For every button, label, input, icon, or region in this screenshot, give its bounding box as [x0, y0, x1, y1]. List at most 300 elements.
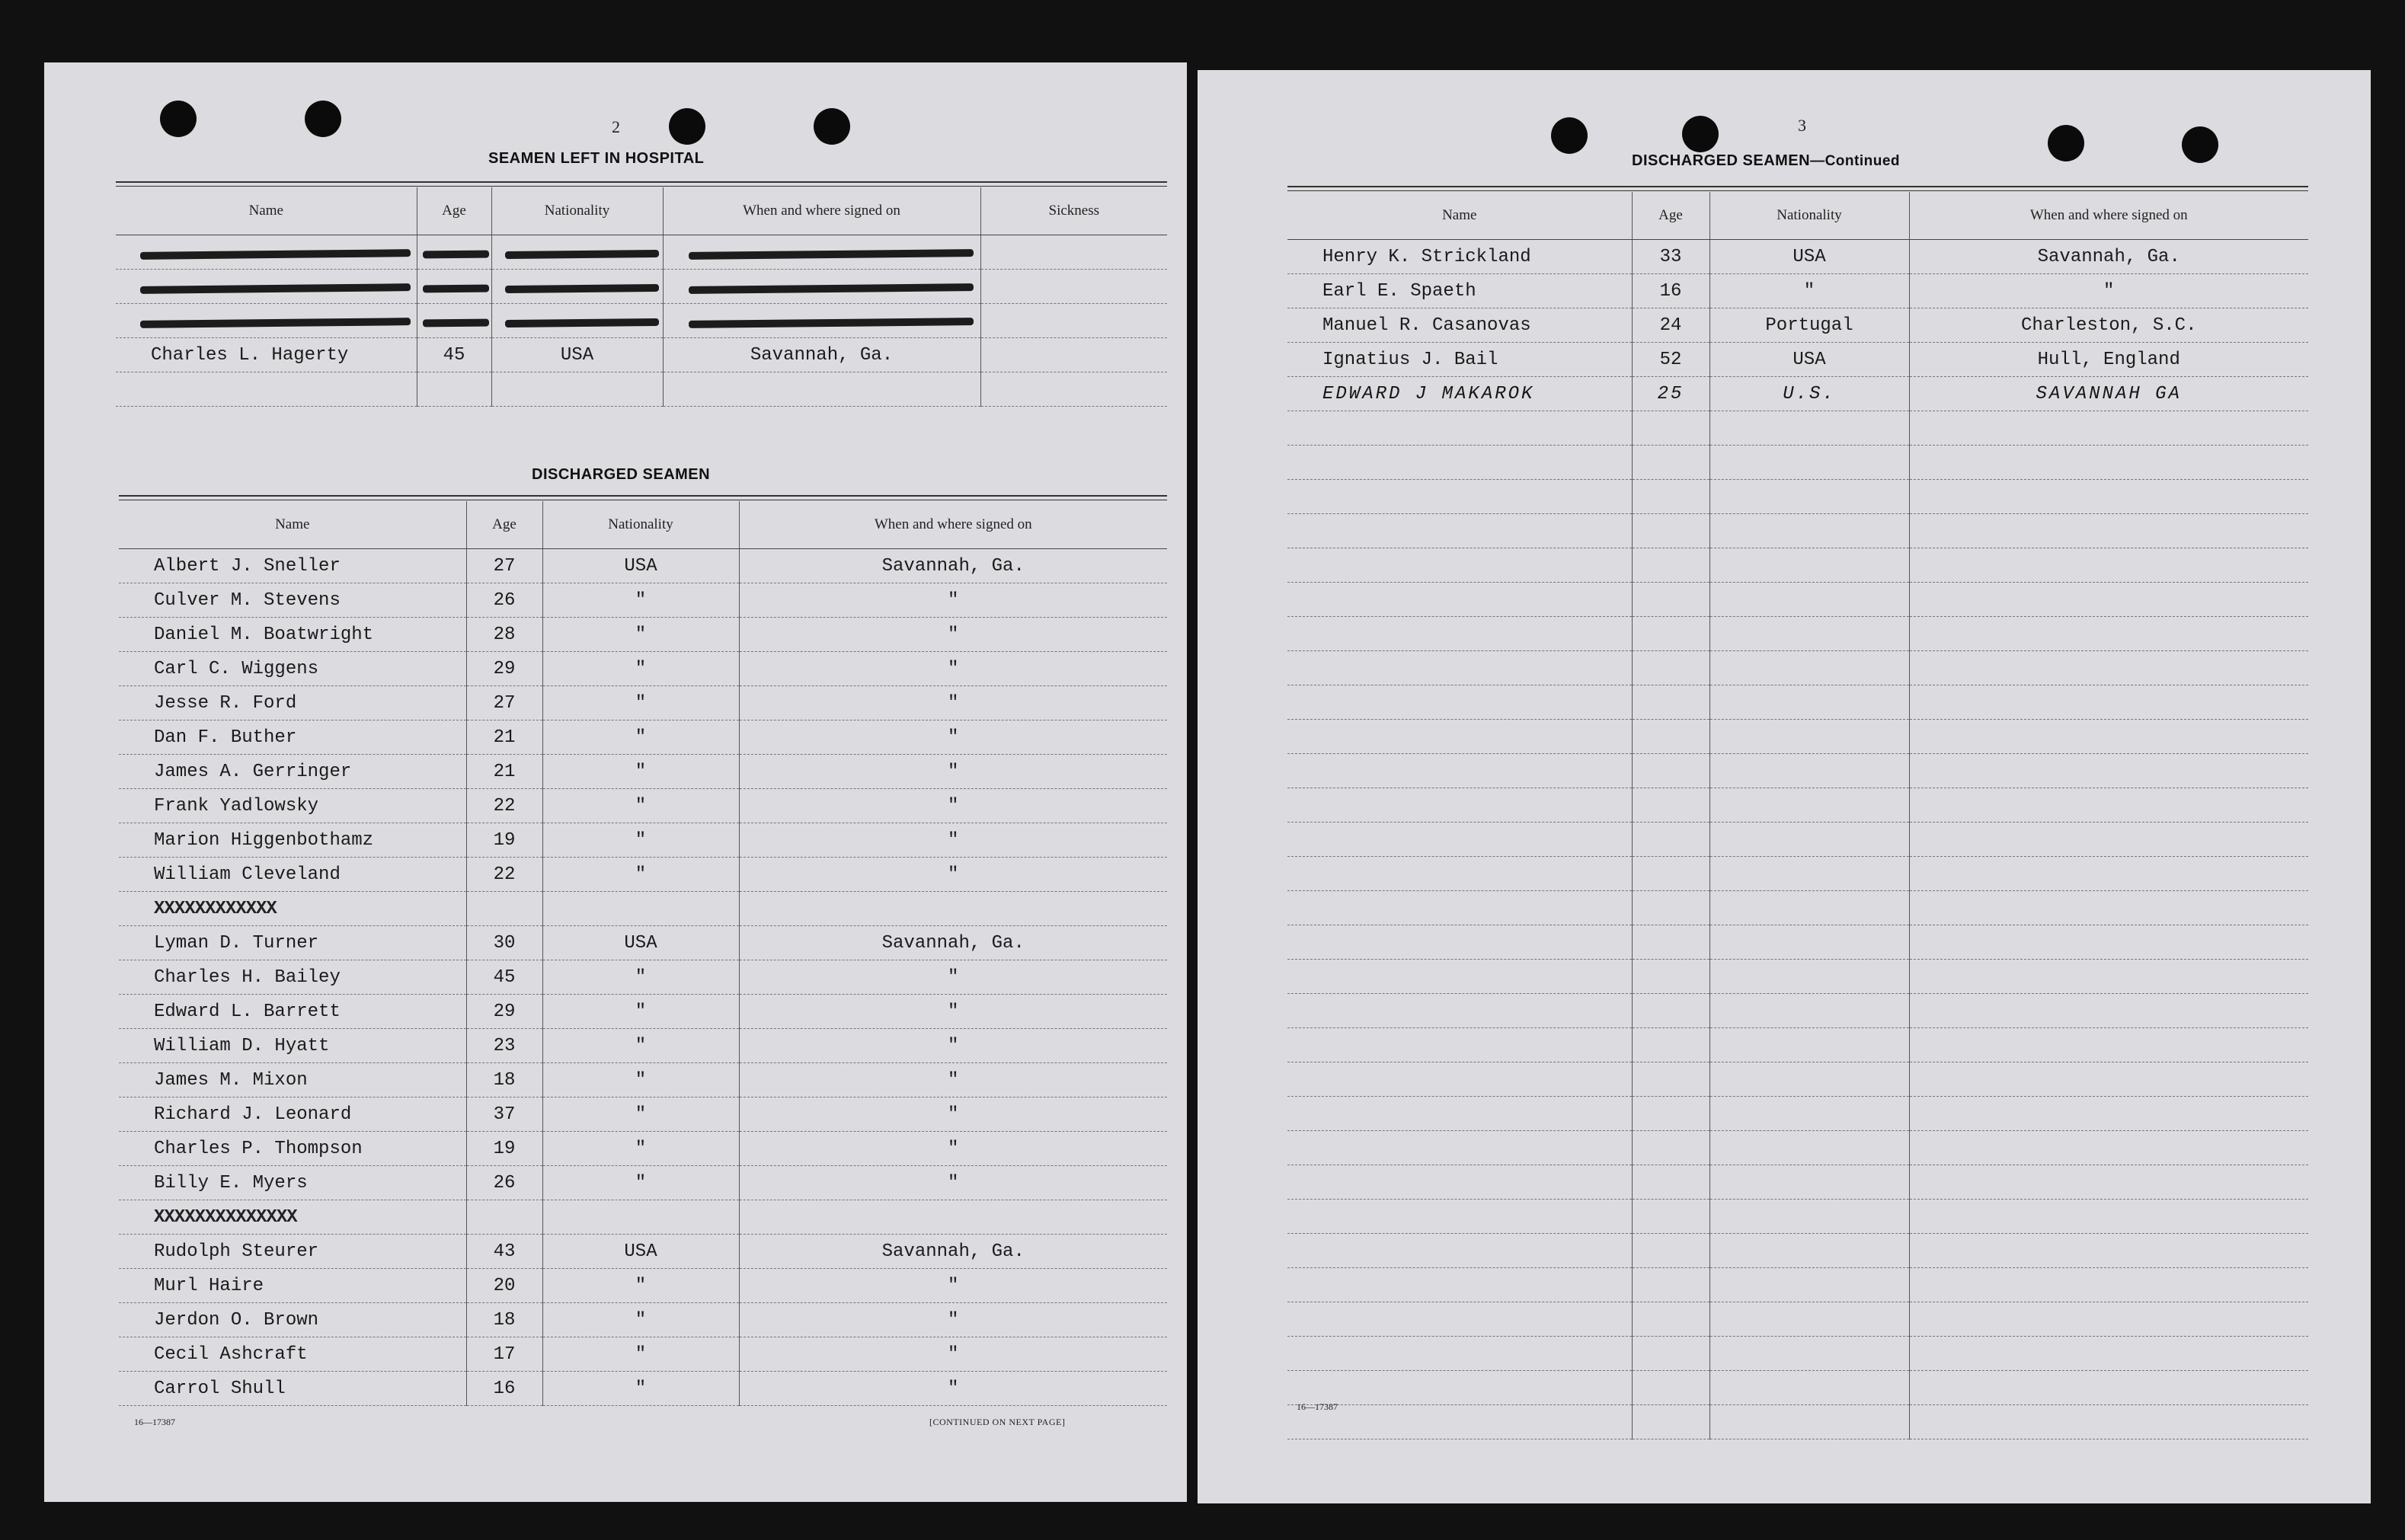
- cell-nationality: ": [542, 1166, 739, 1200]
- cell-name: [1287, 925, 1632, 960]
- cell-nationality: [1709, 994, 1909, 1028]
- cell-name: Jesse R. Ford: [119, 686, 466, 720]
- cell-name: Marion Higgenbothamz: [119, 823, 466, 858]
- cell-nationality: USA: [1709, 343, 1909, 377]
- cell-age: [1632, 1165, 1709, 1200]
- cell-age: 43: [466, 1235, 542, 1269]
- cell-nationality: [1709, 1234, 1909, 1268]
- cell-nationality: [1709, 754, 1909, 788]
- cell-name: [1287, 1028, 1632, 1062]
- cell-signed-on: ": [739, 1303, 1167, 1337]
- table-row: [119, 549, 1167, 583]
- form-number: 16—17387: [134, 1417, 175, 1427]
- cell-signed-on: [1909, 411, 2308, 446]
- cell-name: Culver M. Stevens: [119, 583, 466, 618]
- cell-age: 16: [1632, 274, 1709, 308]
- cell-nationality: [1709, 1028, 1909, 1062]
- cell-nationality: ": [542, 858, 739, 892]
- cell-nationality: [1709, 446, 1909, 480]
- hospital-section-title: SEAMEN LEFT IN HOSPITAL: [488, 150, 705, 167]
- table-row: [119, 926, 1167, 960]
- cell-signed-on: ": [739, 1097, 1167, 1132]
- double-rule: [119, 495, 1167, 497]
- cell-age: 28: [466, 618, 542, 652]
- cell-signed-on: [1909, 1337, 2308, 1371]
- cell-age: [1632, 823, 1709, 857]
- column-header-name: Name: [116, 187, 417, 235]
- cell-signed-on: [1909, 1268, 2308, 1302]
- column-header-name: Name: [1287, 192, 1632, 240]
- cell-nationality: ": [542, 995, 739, 1029]
- punch-hole: [2182, 126, 2218, 163]
- cell-signed-on: ": [739, 1337, 1167, 1372]
- cell-signed-on: [1909, 1062, 2308, 1097]
- cell-signed-on: [663, 235, 980, 270]
- continued-note: [CONTINUED ON NEXT PAGE]: [929, 1417, 1066, 1427]
- cell-age: [466, 1200, 542, 1235]
- table-row: [119, 1029, 1167, 1063]
- cell-signed-on: ": [739, 686, 1167, 720]
- cell-name: Billy E. Myers: [119, 1166, 466, 1200]
- cell-age: 21: [466, 720, 542, 755]
- cell-nationality: [1709, 857, 1909, 891]
- cell-signed-on: Savannah, Ga.: [739, 926, 1167, 960]
- table-row: [119, 1235, 1167, 1269]
- cell-nationality: [1709, 583, 1909, 617]
- cell-name: [1287, 891, 1632, 925]
- cell-signed-on: [739, 1200, 1167, 1235]
- table-row: [1287, 1268, 2308, 1302]
- table-row: [1287, 685, 2308, 720]
- title-suffix: —Continued: [1810, 153, 1901, 169]
- cell-name: James A. Gerringer: [119, 755, 466, 789]
- right-header-row: [1287, 192, 2308, 240]
- table-row: [119, 1372, 1167, 1406]
- cell-name: Earl E. Spaeth: [1287, 274, 1632, 308]
- cell-age: [1632, 617, 1709, 651]
- cell-nationality: ": [542, 618, 739, 652]
- cell-age: [1632, 1337, 1709, 1371]
- table-row: [119, 583, 1167, 618]
- cell-signed-on: ": [739, 583, 1167, 618]
- cell-nationality: ": [542, 652, 739, 686]
- table-row: [1287, 1405, 2308, 1439]
- cell-sickness: [980, 338, 1167, 372]
- cell-nationality: [1709, 617, 1909, 651]
- table-row: [1287, 343, 2308, 377]
- title-main: DISCHARGED SEAMEN: [1632, 152, 1811, 169]
- cell-signed-on: ": [739, 858, 1167, 892]
- cell-signed-on: ": [739, 995, 1167, 1029]
- cell-signed-on: [1909, 1234, 2308, 1268]
- table-row: [1287, 446, 2308, 480]
- hospital-header-row: [116, 187, 1167, 235]
- table-row: [119, 652, 1167, 686]
- cell-signed-on: [1909, 651, 2308, 685]
- cell-name: Henry K. Strickland: [1287, 240, 1632, 274]
- column-header-signed-on: When and where signed on: [739, 501, 1167, 549]
- cell-nationality: ": [542, 960, 739, 995]
- cell-signed-on: ": [739, 720, 1167, 755]
- cell-age: 27: [466, 686, 542, 720]
- table-row: [1287, 1200, 2308, 1234]
- cell-name: [116, 235, 417, 270]
- cell-signed-on: ": [739, 652, 1167, 686]
- cell-nationality: [1709, 480, 1909, 514]
- cell-age: [1632, 411, 1709, 446]
- punch-hole: [814, 108, 850, 145]
- cell-nationality: [1709, 720, 1909, 754]
- cell-signed-on: [1909, 1028, 2308, 1062]
- cell-nationality: USA: [491, 338, 663, 372]
- cell-name: Charles L. Hagerty: [116, 338, 417, 372]
- column-header-name: Name: [119, 501, 466, 549]
- discharged-header-row: [119, 501, 1167, 549]
- cell-name: Jerdon O. Brown: [119, 1303, 466, 1337]
- table-row: [1287, 1131, 2308, 1165]
- cell-signed-on: [1909, 994, 2308, 1028]
- cell-age: [1632, 891, 1709, 925]
- cell-nationality: [1709, 1268, 1909, 1302]
- cell-sickness: [980, 270, 1167, 304]
- table-row: [119, 618, 1167, 652]
- punch-hole: [160, 101, 197, 137]
- cell-age: [1632, 685, 1709, 720]
- cell-name: Cecil Ashcraft: [119, 1337, 466, 1372]
- table-row: [1287, 308, 2308, 343]
- cell-nationality: [1709, 1131, 1909, 1165]
- cell-age: [1632, 446, 1709, 480]
- cell-nationality: ": [542, 789, 739, 823]
- cell-name: [1287, 823, 1632, 857]
- table-row: [1287, 754, 2308, 788]
- punch-hole: [305, 101, 341, 137]
- cell-age: 21: [466, 755, 542, 789]
- cell-name: Charles H. Bailey: [119, 960, 466, 995]
- cell-nationality: ": [542, 686, 739, 720]
- cell-age: 19: [466, 1132, 542, 1166]
- table-row: [119, 686, 1167, 720]
- cell-signed-on: ": [1909, 274, 2308, 308]
- cell-nationality: USA: [1709, 240, 1909, 274]
- cell-name: [1287, 1097, 1632, 1131]
- cell-age: [1632, 1097, 1709, 1131]
- column-header-age: Age: [417, 187, 491, 235]
- cell-name: [1287, 651, 1632, 685]
- cell-nationality: ": [542, 1372, 739, 1406]
- cell-name: Manuel R. Casanovas: [1287, 308, 1632, 343]
- cell-name: Edward L. Barrett: [119, 995, 466, 1029]
- right-page: [1198, 70, 2371, 1503]
- table-row: [119, 1063, 1167, 1097]
- cell-age: [1632, 994, 1709, 1028]
- cell-nationality: [1709, 651, 1909, 685]
- cell-sickness: [980, 372, 1167, 407]
- cell-nationality: [1709, 1165, 1909, 1200]
- cell-signed-on: SAVANNAH GA: [1909, 377, 2308, 411]
- cell-nationality: [1709, 1302, 1909, 1337]
- table-row: [116, 270, 1167, 304]
- cell-name: XXXXXXXXXXXXXX: [119, 1200, 466, 1235]
- cell-signed-on: [1909, 446, 2308, 480]
- cell-name: [1287, 1268, 1632, 1302]
- cell-signed-on: [1909, 1097, 2308, 1131]
- table-row: [1287, 514, 2308, 548]
- cell-signed-on: ": [739, 755, 1167, 789]
- table-row: [1287, 1302, 2308, 1337]
- cell-nationality: USA: [542, 549, 739, 583]
- table-row: [1287, 857, 2308, 891]
- cell-nationality: [1709, 1337, 1909, 1371]
- cell-nationality: [542, 892, 739, 926]
- cell-signed-on: [1909, 1165, 2308, 1200]
- column-header-signed-on: When and where signed on: [1909, 192, 2308, 240]
- table-row: [1287, 583, 2308, 617]
- cell-signed-on: ": [739, 1166, 1167, 1200]
- cell-name: [1287, 857, 1632, 891]
- punch-hole: [2048, 125, 2084, 161]
- cell-signed-on: ": [739, 618, 1167, 652]
- cell-name: [1287, 1337, 1632, 1371]
- cell-name: [1287, 1302, 1632, 1337]
- page-number: 3: [1798, 116, 1806, 135]
- column-header-signed-on: When and where signed on: [663, 187, 980, 235]
- cell-signed-on: [1909, 960, 2308, 994]
- cell-nationality: ": [542, 1029, 739, 1063]
- cell-signed-on: [1909, 925, 2308, 960]
- cell-nationality: [491, 372, 663, 407]
- cell-nationality: [1709, 1200, 1909, 1234]
- table-row: [1287, 891, 2308, 925]
- cell-age: [1632, 960, 1709, 994]
- cell-nationality: [1709, 514, 1909, 548]
- cell-age: [1632, 788, 1709, 823]
- cell-signed-on: [1909, 754, 2308, 788]
- cell-nationality: [1709, 1097, 1909, 1131]
- column-header-age: Age: [466, 501, 542, 549]
- cell-signed-on: [1909, 548, 2308, 583]
- cell-nationality: ": [542, 755, 739, 789]
- cell-nationality: [1709, 960, 1909, 994]
- table-row: [1287, 651, 2308, 685]
- cell-name: Murl Haire: [119, 1269, 466, 1303]
- cell-name: [1287, 480, 1632, 514]
- table-row: [119, 858, 1167, 892]
- column-header-nationality: Nationality: [491, 187, 663, 235]
- column-header-age: Age: [1632, 192, 1709, 240]
- cell-name: [1287, 1234, 1632, 1268]
- table-row: [1287, 925, 2308, 960]
- cell-name: Lyman D. Turner: [119, 926, 466, 960]
- cell-nationality: [1709, 823, 1909, 857]
- table-row: [1287, 1062, 2308, 1097]
- cell-name: [1287, 788, 1632, 823]
- cell-name: James M. Mixon: [119, 1063, 466, 1097]
- cell-age: 29: [466, 995, 542, 1029]
- cell-nationality: [491, 304, 663, 338]
- table-row: [1287, 960, 2308, 994]
- cell-age: 20: [466, 1269, 542, 1303]
- cell-name: [1287, 411, 1632, 446]
- cell-signed-on: [1909, 788, 2308, 823]
- cell-nationality: USA: [542, 1235, 739, 1269]
- table-row: [1287, 720, 2308, 754]
- cell-nationality: [1709, 1062, 1909, 1097]
- cell-nationality: [1709, 685, 1909, 720]
- table-row: [1287, 1028, 2308, 1062]
- cell-name: [1287, 1131, 1632, 1165]
- cell-signed-on: [663, 372, 980, 407]
- cell-age: [1632, 925, 1709, 960]
- cell-age: [1632, 1405, 1709, 1439]
- cell-age: 26: [466, 1166, 542, 1200]
- cell-nationality: Portugal: [1709, 308, 1909, 343]
- punch-hole: [1551, 117, 1588, 154]
- cell-name: [1287, 685, 1632, 720]
- cell-signed-on: ": [739, 1029, 1167, 1063]
- table-row: [119, 1097, 1167, 1132]
- page-number: 2: [612, 117, 620, 136]
- cell-age: [1632, 480, 1709, 514]
- cell-nationality: [491, 270, 663, 304]
- column-header-nationality: Nationality: [1709, 192, 1909, 240]
- table-row: [1287, 377, 2308, 411]
- cell-name: Albert J. Sneller: [119, 549, 466, 583]
- cell-age: 45: [466, 960, 542, 995]
- cell-name: [116, 270, 417, 304]
- cell-age: [1632, 1371, 1709, 1405]
- cell-name: [1287, 548, 1632, 583]
- table-row: [1287, 1165, 2308, 1200]
- cell-nationality: [1709, 1371, 1909, 1405]
- table-row: [1287, 1371, 2308, 1405]
- cell-age: [1632, 720, 1709, 754]
- cell-nationality: U.S.: [1709, 377, 1909, 411]
- cell-name: Ignatius J. Bail: [1287, 343, 1632, 377]
- table-row: [1287, 1337, 2308, 1371]
- double-rule: [1287, 186, 2308, 187]
- table-row: [116, 338, 1167, 372]
- cell-nationality: [542, 1200, 739, 1235]
- cell-nationality: ": [542, 1132, 739, 1166]
- cell-age: 52: [1632, 343, 1709, 377]
- cell-nationality: USA: [542, 926, 739, 960]
- cell-name: William D. Hyatt: [119, 1029, 466, 1063]
- cell-name: Carl C. Wiggens: [119, 652, 466, 686]
- cell-name: Dan F. Buther: [119, 720, 466, 755]
- cell-signed-on: ": [739, 789, 1167, 823]
- cell-signed-on: ": [739, 823, 1167, 858]
- table-row: [1287, 240, 2308, 274]
- table-row: [116, 235, 1167, 270]
- cell-signed-on: Charleston, S.C.: [1909, 308, 2308, 343]
- table-row: [119, 1166, 1167, 1200]
- cell-name: [1287, 446, 1632, 480]
- cell-nationality: ": [542, 720, 739, 755]
- discharged-continued-title: [1632, 152, 1900, 170]
- cell-signed-on: [1909, 823, 2308, 857]
- cell-signed-on: [1909, 1131, 2308, 1165]
- cell-age: [1632, 1302, 1709, 1337]
- cell-nationality: [1709, 891, 1909, 925]
- cell-age: [1632, 1131, 1709, 1165]
- cell-signed-on: Savannah, Ga.: [739, 1235, 1167, 1269]
- cell-signed-on: [1909, 1200, 2308, 1234]
- cell-age: [1632, 651, 1709, 685]
- cell-sickness: [980, 304, 1167, 338]
- table-row: [1287, 788, 2308, 823]
- cell-signed-on: [663, 304, 980, 338]
- cell-age: 19: [466, 823, 542, 858]
- cell-name: [1287, 960, 1632, 994]
- cell-nationality: ": [542, 1063, 739, 1097]
- cell-nationality: [1709, 788, 1909, 823]
- cell-signed-on: [739, 892, 1167, 926]
- cell-signed-on: Savannah, Ga.: [739, 549, 1167, 583]
- cell-nationality: [1709, 411, 1909, 446]
- table-row: [1287, 994, 2308, 1028]
- cell-name: Carrol Shull: [119, 1372, 466, 1406]
- double-rule: [116, 181, 1167, 183]
- cell-signed-on: ": [739, 1132, 1167, 1166]
- cell-name: [1287, 994, 1632, 1028]
- cell-name: [1287, 1062, 1632, 1097]
- cell-age: [1632, 548, 1709, 583]
- cell-age: [1632, 1234, 1709, 1268]
- cell-age: [417, 372, 491, 407]
- table-row: [1287, 1234, 2308, 1268]
- table-row: [1287, 823, 2308, 857]
- cell-name: Rudolph Steurer: [119, 1235, 466, 1269]
- cell-nationality: ": [542, 1303, 739, 1337]
- table-row: [119, 1303, 1167, 1337]
- cell-age: 18: [466, 1303, 542, 1337]
- cell-age: [1632, 1268, 1709, 1302]
- cell-age: [1632, 514, 1709, 548]
- table-row: [119, 1337, 1167, 1372]
- cell-signed-on: [1909, 1302, 2308, 1337]
- cell-nationality: [1709, 548, 1909, 583]
- cell-age: [417, 235, 491, 270]
- table-row: [116, 304, 1167, 338]
- column-header-sickness: Sickness: [980, 187, 1167, 235]
- cell-name: Richard J. Leonard: [119, 1097, 466, 1132]
- cell-age: [1632, 1200, 1709, 1234]
- cell-age: 26: [466, 583, 542, 618]
- cell-name: EDWARD J MAKAROK: [1287, 377, 1632, 411]
- cell-name: [1287, 1405, 1632, 1439]
- cell-name: [1287, 754, 1632, 788]
- discharged-section-title: DISCHARGED SEAMEN: [532, 466, 711, 483]
- discharged-table: [119, 501, 1167, 1406]
- cell-age: 18: [466, 1063, 542, 1097]
- cell-name: XXXXXXXXXXXX: [119, 892, 466, 926]
- cell-signed-on: [1909, 480, 2308, 514]
- cell-name: [1287, 514, 1632, 548]
- cell-age: 45: [417, 338, 491, 372]
- cell-nationality: ": [1709, 274, 1909, 308]
- cell-age: [466, 892, 542, 926]
- cell-signed-on: Savannah, Ga.: [1909, 240, 2308, 274]
- form-number: 16—17387: [1297, 1401, 1338, 1412]
- table-row: [1287, 411, 2308, 446]
- cell-signed-on: [1909, 857, 2308, 891]
- cell-signed-on: [1909, 1405, 2308, 1439]
- table-row: [116, 372, 1167, 407]
- cell-age: [1632, 1028, 1709, 1062]
- table-row: [119, 823, 1167, 858]
- cell-age: 25: [1632, 377, 1709, 411]
